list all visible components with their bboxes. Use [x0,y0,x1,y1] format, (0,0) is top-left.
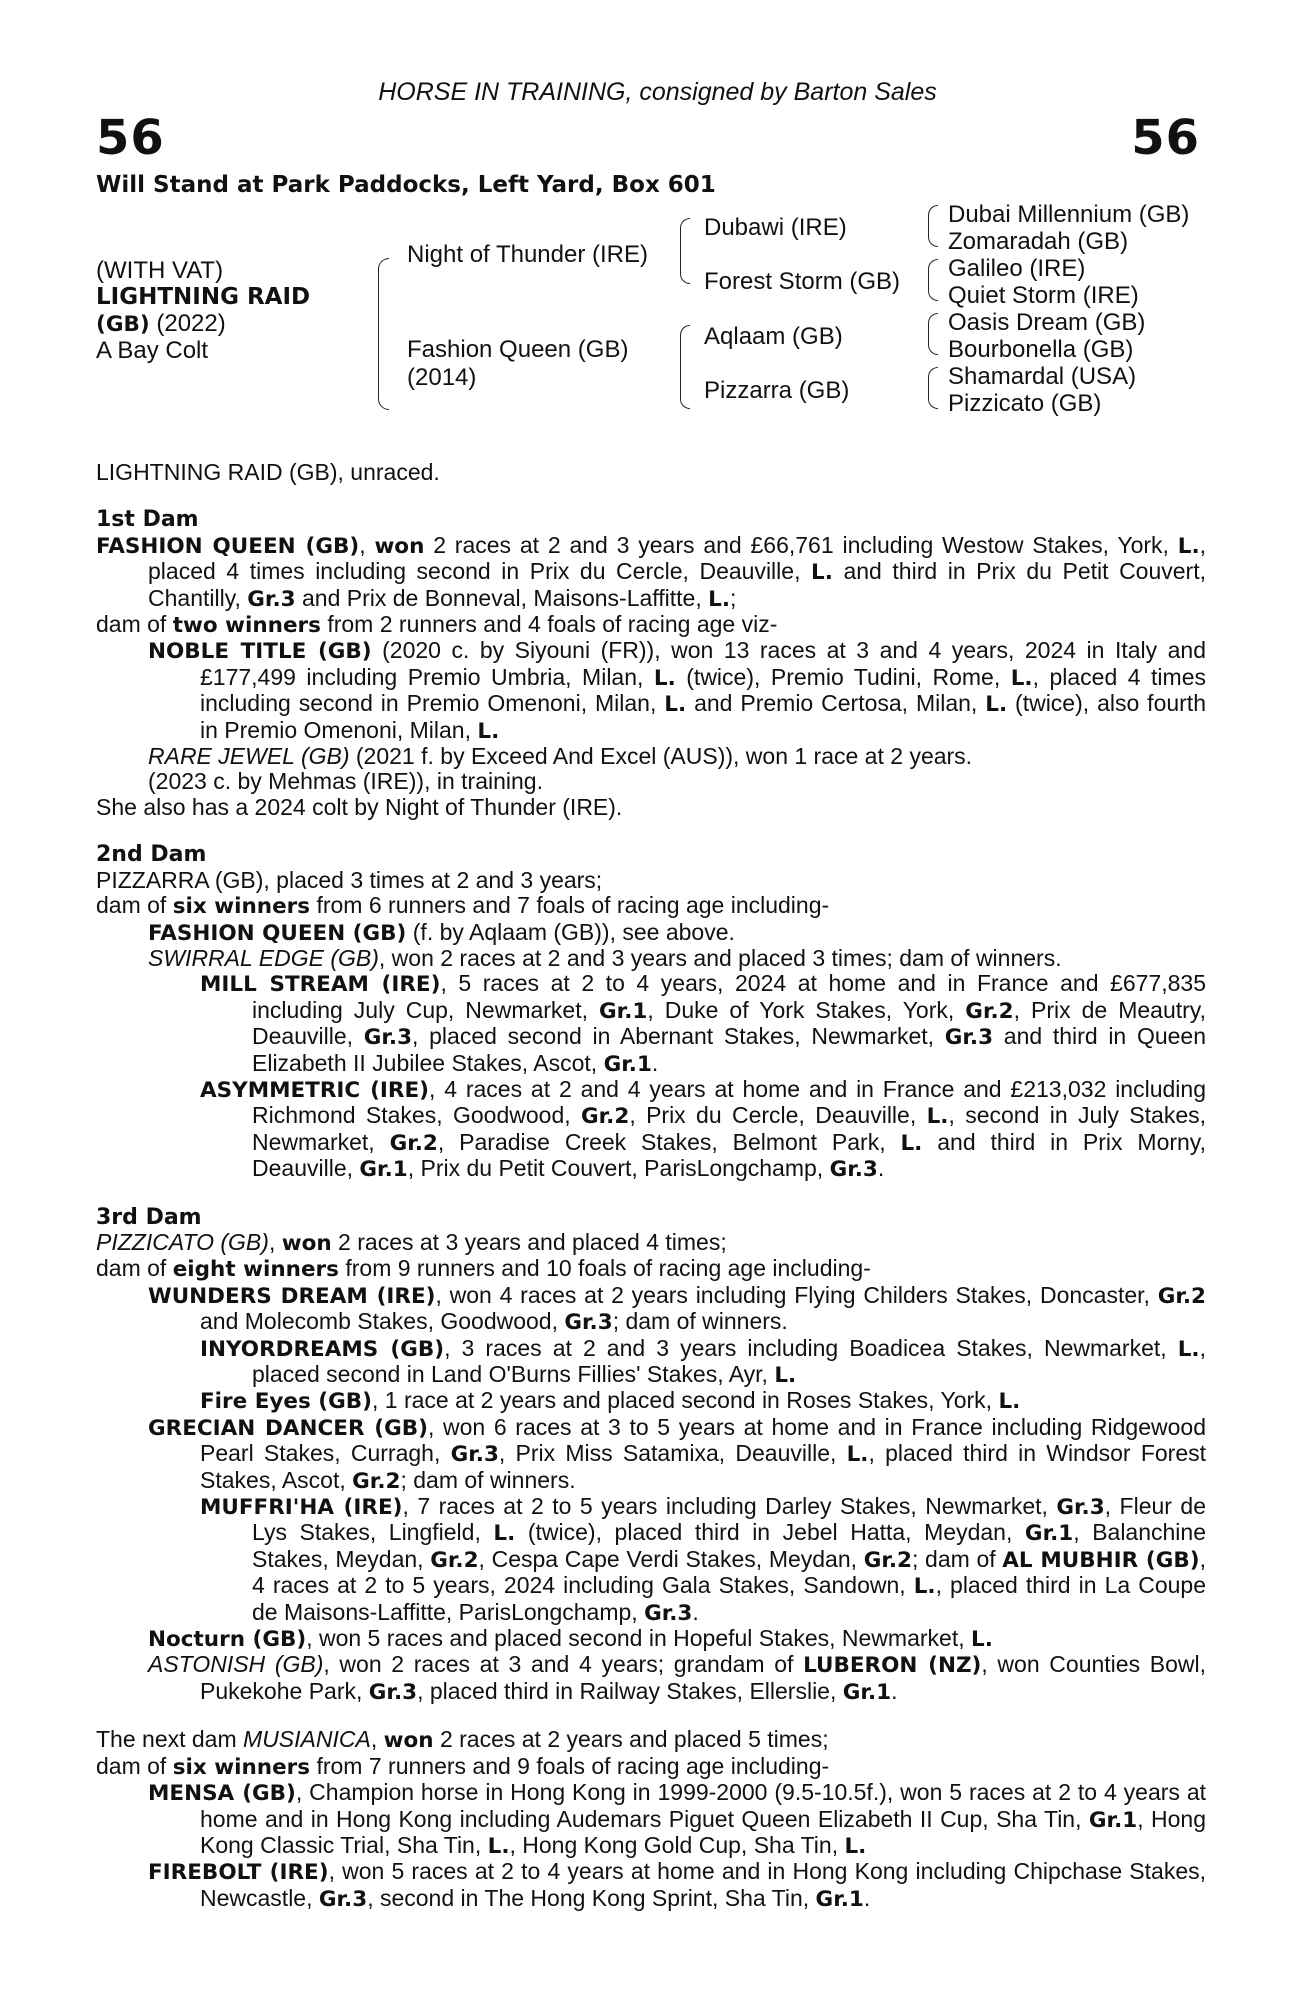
produce-noble-title: NOBLE TITLE (GB) (2020 c. by Siyouni (FR)), won 13 races at 3 and 4 years, 2024 in Italy and £177,499 including Premio Umbria, Milan, L. (twice), Premio Tudini, Rome, L., placed 4 times including second in Premio Omenoni, Milan, L. and Premio Certosa, Milan, L. (twice), also fourth in Premio Omenoni, Milan, L. [148,637,1207,744]
produce-muffriha: MUFFRI'HA (IRE), 7 races at 2 to 5 years including Darley Stakes, Newmarket, Gr.3, Fleur de Lys Stakes, Lingfield, L. (twice), placed third in Jebel Hatta, Meydan, Gr.1, Balanchine Stakes, Meydan, Gr.2, Cespa Cape Verdi Stakes, Meydan, Gr.2; dam of AL MUBHIR (GB), 4 races at 2 to 5 years, 2024 including Gala Stakes, Sandown, L., placed third in La Coupe de Maisons-Laffitte, ParisLongchamp, Gr.3. [200,1493,1206,1626]
produce-nocturn: Nocturn (GB), won 5 races and placed second in Hopeful Stakes, Newmarket, L. [148,1625,993,1653]
produce-firebolt: FIREBOLT (IRE), won 5 races at 2 to 4 years at home and in Hong Kong including Chipchase Stakes, Newcastle, Gr.3, second in The Hong Kong Sprint, Sha Tin, Gr.1. [148,1858,1207,1912]
third-dam-produce-summary: dam of eight winners from 9 runners and 10 foals of racing age including- [96,1255,871,1283]
pedigree-dam: Fashion Queen (GB) [407,336,629,363]
produce-asymmetric: ASYMMETRIC (IRE), 4 races at 2 and 4 years at home and in France and £213,032 including Richmond Stakes, Goodwood, Gr.2, Prix du Cercle, Deauville, L., second in July Stakes, Newmarket, Gr.2, Paradise Creek Stakes, Belmont Park, L. and third in Prix Morny, Deauville, Gr.1, Prix du Petit Couvert, ParisLongchamp, Gr.3. [200,1075,1207,1183]
second-dam-produce-summary: dam of six winners from 6 runners and 7 foals of racing age including- [96,892,830,920]
first-dam-record: FASHION QUEEN (GB), won 2 races at 2 and 3 years and £66,761 including Westow Stakes, York, L., placed 4 times including second in Prix du Cercle, Deauville, L. and third in Prix du Petit Couvert, Chantilly, Gr.3 and Prix de Bonneval, Maisons-Laffitte, L.; [96,531,1207,612]
pedigree-sdd: Quiet Storm (IRE) [948,282,1139,309]
pedigree-dds: Shamardal (USA) [948,363,1137,390]
next-dam-produce-summary: dam of six winners from 7 runners and 9 foals of racing age including- [96,1752,830,1780]
pedigree-sire-dam: Forest Storm (GB) [704,268,901,295]
second-dam-heading: 2nd Dam [96,842,207,868]
pedigree-bracket-ds [928,313,938,355]
produce-fashion-queen: FASHION QUEEN (GB) (f. by Aqlaam (GB)), see above. [148,918,735,946]
horse-description: A Bay Colt [96,337,209,364]
second-dam-record: PIZZARRA (GB), placed 3 times at 2 and 3 years; [96,866,603,893]
next-dam-record: The next dam MUSIANICA, won 2 races at 2 years and placed 5 times; [96,1726,829,1754]
pedigree-ddd: Pizzicato (GB) [948,390,1102,417]
pedigree-bracket-dd [928,367,938,409]
pedigree-sds: Galileo (IRE) [948,255,1086,282]
pedigree-sire: Night of Thunder (IRE) [407,241,648,268]
first-dam-heading: 1st Dam [96,507,199,533]
catalogue-body [96,460,1206,1912]
pedigree-bracket-gen1 [378,258,389,410]
produce-2023-colt: (2023 c. by Mehmas (IRE)), in training. [148,768,543,795]
horse-year: (2022) [156,310,226,337]
produce-2024-colt: She also has a 2024 colt by Night of Thunder (IRE). [96,793,623,820]
produce-rare-jewel: RARE JEWEL (GB) (2021 f. by Exceed And Excel (AUS)), won 1 race at 2 years. [148,743,973,770]
produce-mill-stream: MILL STREAM (IRE), 5 races at 2 to 4 years, 2024 at home and in France and £677,835 including July Cup, Newmarket, Gr.1, Duke of York Stakes, York, Gr.2, Prix de Meautry, Deauville, Gr.3, placed second in Abernant Stakes, Newmarket, Gr.3 and third in Queen Elizabeth II Jubilee Stakes, Ascot, Gr.1. [200,970,1207,1077]
lot-number-left: 56 [96,110,165,166]
produce-fire-eyes: Fire Eyes (GB), 1 race at 2 years and placed second in Roses Stakes, York, L. [200,1387,1021,1415]
pedigree-dsd: Bourbonella (GB) [948,336,1134,363]
pedigree-bracket-sd [928,259,938,301]
pedigree-dam-sire: Aqlaam (GB) [704,323,843,350]
produce-astonish: ASTONISH (GB), won 2 races at 3 and 4 years; grandam of LUBERON (NZ), won Counties Bowl, Pukekohe Park, Gr.3, placed third in Railway Stakes, Ellerslie, Gr.1. [148,1651,1206,1705]
pedigree-bracket-ss [928,205,938,247]
horse-country: (GB) [96,312,150,337]
pedigree-bracket-dam [680,325,690,409]
pedigree-dss: Oasis Dream (GB) [948,309,1146,336]
horse-name-suffix-line [96,310,226,339]
third-dam-heading: 3rd Dam [96,1204,202,1230]
racing-summary: LIGHTNING RAID (GB), unraced. [96,459,440,485]
pedigree-sss: Dubai Millennium (GB) [948,201,1190,228]
pedigree-dam-dam: Pizzarra (GB) [704,377,850,404]
pedigree-dam-year: (2014) [407,364,477,391]
vat-note: (WITH VAT) [96,257,224,284]
horse-name: LIGHTNING RAID [96,284,311,310]
stabling-location: Will Stand at Park Paddocks, Left Yard, Box 601 [96,172,716,198]
pedigree-bracket-sire [680,218,690,284]
pedigree-sire-sire: Dubawi (IRE) [704,214,847,241]
catalogue-header: HORSE IN TRAINING, consigned by Barton Sales [378,78,937,106]
first-dam-produce-summary: dam of two winners from 2 runners and 4 foals of racing age viz- [96,611,778,639]
lot-number-right: 56 [1131,110,1200,166]
pedigree-ssd: Zomaradah (GB) [948,228,1129,255]
produce-wunders-dream: WUNDERS DREAM (IRE), won 4 races at 2 years including Flying Childers Stakes, Doncaster, Gr.2 and Molecomb Stakes, Goodwood, Gr.3; dam of winners. [148,1281,1206,1336]
produce-inyordreams: INYORDREAMS (GB), 3 races at 2 and 3 years including Boadicea Stakes, Newmarket, L., placed second in Land O'Burns Fillies' Stakes, Ayr, L. [200,1334,1206,1388]
produce-grecian-dancer: GRECIAN DANCER (GB), won 6 races at 3 to 5 years at home and in France including Ridgewood Pearl Stakes, Curragh, Gr.3, Prix Miss Satamixa, Deauville, L., placed third in Windsor Forest Stakes, Ascot, Gr.2; dam of winners. [148,1413,1206,1494]
produce-mensa: MENSA (GB), Champion horse in Hong Kong in 1999-2000 (9.5-10.5f.), won 5 races at 2 to 4 years at home and in Hong Kong including Audemars Piguet Queen Elizabeth II Cup, Sha Tin, Gr.1, Hong Kong Classic Trial, Sha Tin, L., Hong Kong Gold Cup, Sha Tin, L. [148,1779,1207,1859]
produce-swirral-edge: SWIRRAL EDGE (GB), won 2 races at 2 and 3 years and placed 3 times; dam of winners. [148,944,1062,971]
third-dam-record: PIZZICATO (GB), won 2 races at 3 years and placed 4 times; [96,1228,727,1256]
